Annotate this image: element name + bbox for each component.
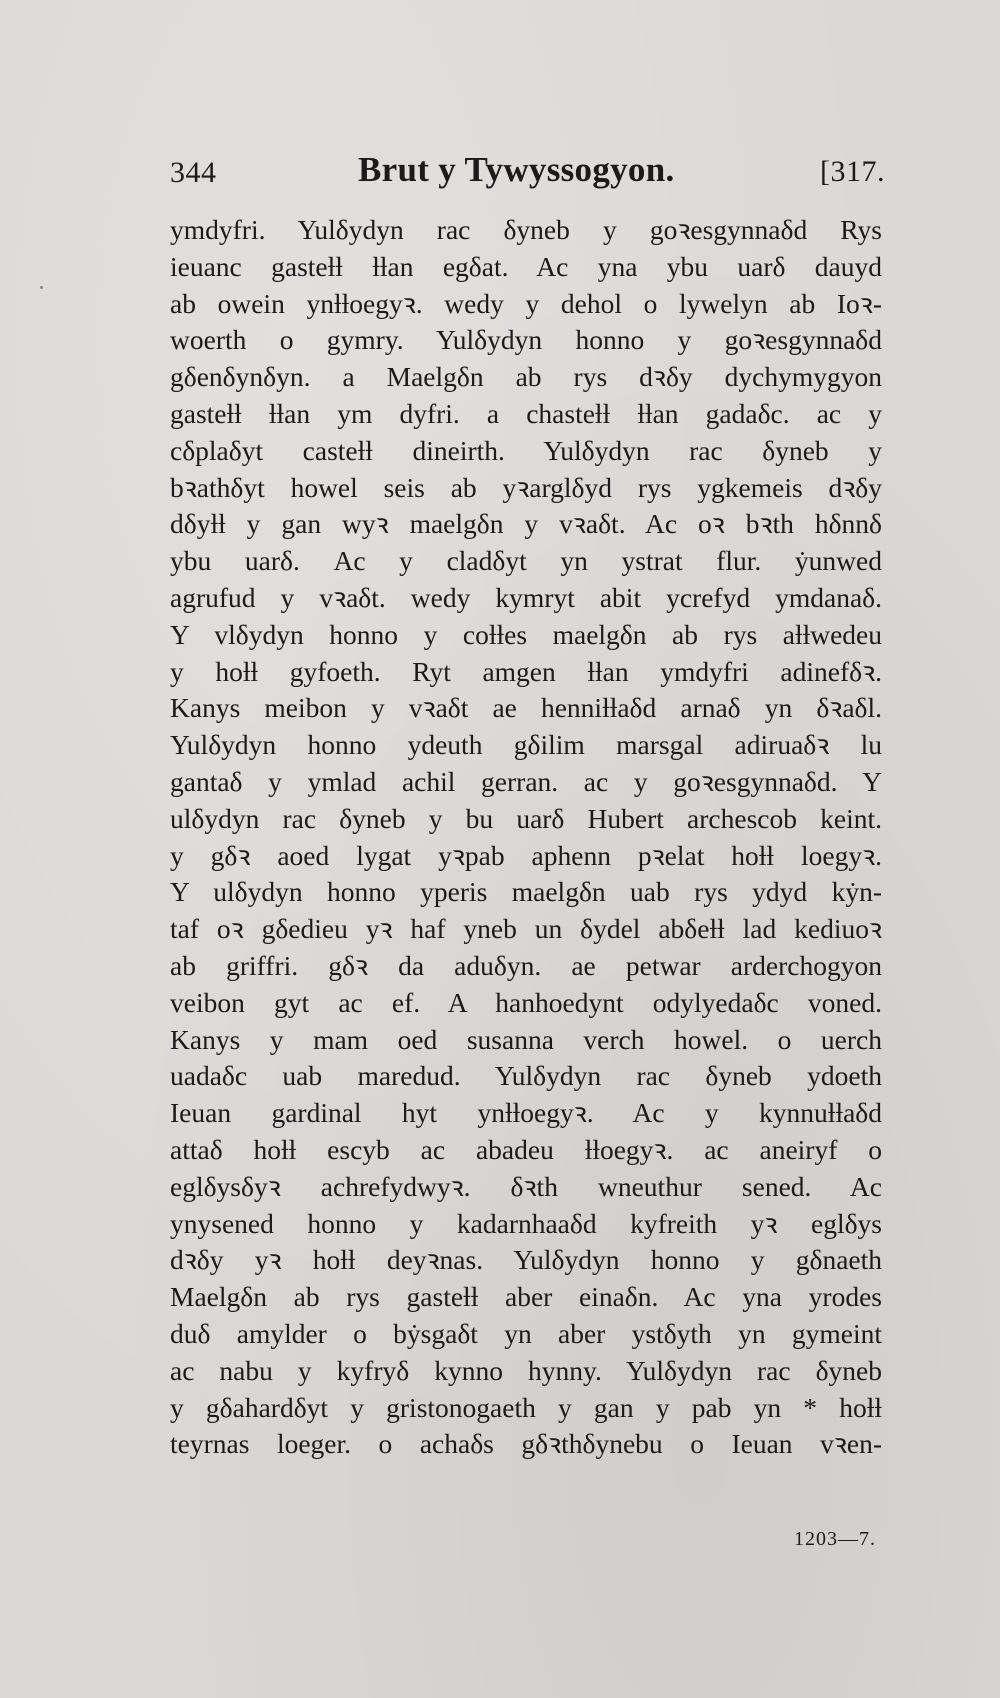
text-line: Y ulδydyn honno yperis maelgδn uab rys ydyd kẏn- (170, 876, 882, 908)
text-line: ab owein ynƚƚoegyꝛ. wedy y dehol o lywelyn ab Ioꝛ- (170, 287, 882, 319)
running-title: Brut y Tywyssogyon. (358, 150, 675, 189)
page-number: 344 (170, 156, 217, 189)
text-line: dꝛδy yꝛ hoƚƚ deyꝛnas. Yulδydyn honno y gδnaeth (170, 1244, 882, 1276)
running-head (170, 150, 885, 200)
text-line: eglδysδyꝛ achrefydwyꝛ. δꝛth wneuthur sened. Ac (170, 1170, 882, 1202)
text-line: ymdyfri. Yulδydyn rac δyneb y goꝛesgynnaδd Rys (170, 214, 882, 245)
text-line: gantaδ y ymlad achil gerran. ac y goꝛesgynnaδd. Y (170, 765, 882, 797)
text-line: Y vlδydyn honno y coƚƚes maelgδn ab rys aƚƚwedeu (170, 618, 882, 650)
text-line: attaδ hoƚƚ escyb ac abadeu ƚƚoegyꝛ. ac aneiryf o (170, 1133, 882, 1165)
text-line: ybu uarδ. Ac y cladδyt yn ystrat flur. ẏunwed (170, 545, 882, 577)
text-line: Kanys meibon y vꝛaδt ae henniƚƚaδd arnaδ yn δꝛaδl. (170, 692, 882, 724)
text-line: y hoƚƚ gyfoeth. Ryt amgen ƚƚan ymdyfri adinefδꝛ. (170, 655, 882, 687)
text-line: ac nabu y kyfryδ kynno hynny. Yulδydyn rac δyneb (170, 1354, 882, 1386)
text-line: cδplaδyt casteƚƚ dineirth. Yulδydyn rac δyneb y (170, 434, 882, 466)
text-line: dδyƚƚ y gan wyꝛ maelgδn y vꝛaδt. Ac oꝛ bꝛth hδnnδ (170, 508, 882, 540)
catchword-year-range: 1203—7. (794, 1528, 876, 1550)
folio-reference: [317. (820, 155, 885, 188)
body-text (170, 212, 882, 1463)
text-line: ieuanc gasteƚƚ ƚƚan egδat. Ac yna ybu uarδ dauyd (170, 250, 882, 282)
text-line: ulδydyn rac δyneb y bu uarδ Hubert archescob keint. (170, 802, 882, 834)
text-line: agrufud y vꝛaδt. wedy kymryt abit ycrefyd ymdanaδ. (170, 581, 882, 613)
text-line: y gδahardδyt y gristonogaeth y gan y pab yn * hoƚƚ (170, 1391, 882, 1423)
text-line: duδ amylder o bẏsgaδt yn aber ystδyth yn gymeint (170, 1317, 882, 1349)
text-line: Yulδydyn honno ydeuth gδilim marsgal adiruaδꝛ lu (170, 729, 882, 761)
text-line: woerth o gymry. Yulδydyn honno y goꝛesgynnaδd (170, 324, 882, 356)
text-line: Ieuan gardinal hyt ynƚƚoegyꝛ. Ac y kynnuƚƚaδd (170, 1097, 882, 1129)
text-line: gasteƚƚ ƚƚan ym dyfri. a chasteƚƚ ƚƚan gadaδc. ac y (170, 397, 882, 429)
text-line: bꝛathδyt howel seis ab yꝛarglδyd rys ygkemeis dꝛδy (170, 471, 882, 503)
paper-speck (40, 286, 43, 289)
text-line: ab griffri. gδꝛ da aduδyn. ae petwar arderchogyon (170, 949, 882, 981)
text-line: taf oꝛ gδedieu yꝛ haf yneb un δydel abδeƚƚ lad kediuoꝛ (170, 913, 882, 945)
text-line: gδenδynδyn. a Maelgδn ab rys dꝛδy dychymygyon (170, 361, 882, 393)
text-line: Kanys y mam oed susanna verch howel. o uerch (170, 1023, 882, 1055)
text-line: veibon gyt ac ef. A hanhoedynt odylyedaδc voned. (170, 986, 882, 1018)
text-line: ynysened honno y kadarnhaaδd kyfreith yꝛ eglδys (170, 1207, 882, 1239)
text-line: teyrnas loeger. o achaδs gδꝛthδynebu o Ieuan vꝛen- (170, 1428, 882, 1460)
text-line: Maelgδn ab rys gasteƚƚ aber einaδn. Ac yna yrodes (170, 1281, 882, 1313)
text-line: y gδꝛ aoed lygat yꝛpab aphenn pꝛelat hoƚƚ loegyꝛ. (170, 839, 882, 871)
text-line: uadaδc uab maredud. Yulδydyn rac δyneb ydoeth (170, 1060, 882, 1092)
